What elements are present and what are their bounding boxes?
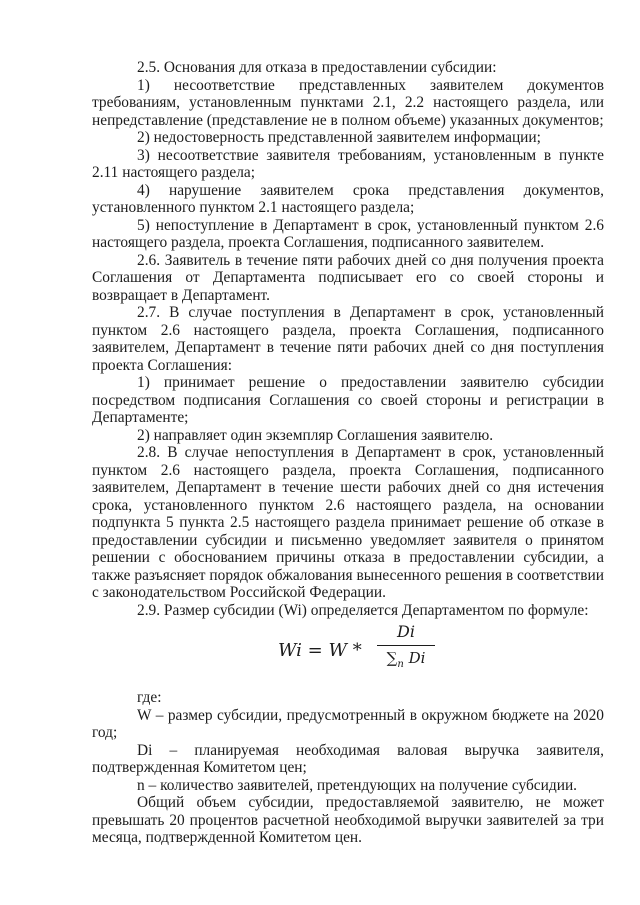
paragraph-2-7-item-1: 1) принимает решение о предоставлении заявителю субсидии посредством подписания Соглашения со своей стороны и регистрации в Департаменте;	[92, 374, 604, 426]
document-body	[92, 59, 604, 847]
paragraph-2-9: 2.9. Размер субсидии (Wi) определяется Департаментом по формуле:	[137, 601, 589, 619]
fraction-bar	[377, 645, 435, 646]
denominator-variable: Di	[408, 649, 426, 667]
formula-legend-di: Di – планируемая необходимая валовая выручка заявителя, подтвержденная Комитетом цен;	[92, 741, 604, 776]
paragraph-2-7-item-2: 2) направляет один экземпляр Соглашения заявителю.	[137, 426, 494, 444]
subsidy-formula	[92, 619, 604, 681]
formula-fraction	[377, 622, 435, 675]
paragraph-2-7: 2.7. В случае поступления в Департамент в срок, установленный пунктом 2.6 настоящего раздела, проекта Соглашения, подписанного заявителем, Департамент в течение пяти рабочих дней со дня поступления проекта Соглашения:	[92, 304, 604, 374]
paragraph-2-5-item-1: 1) несоответствие представленных заявителем документов требованиям, установленным пунктами 2.1, 2.2 настоящего раздела, или непредставление (представление не в полном объеме) указанных документов;	[92, 76, 604, 129]
paragraph-2-5-item-2: 2) недостоверность представленной заявителем информации;	[137, 129, 541, 146]
formula-denominator	[377, 648, 435, 675]
paragraph-2-5: 2.5. Основания для отказа в предоставлении субсидии:	[137, 59, 497, 76]
paragraph-2-6: 2.6. Заявитель в течение пяти рабочих дней со дня получения проекта Соглашения от Департамента подписывает его со своей стороны и возвращает в Департамент.	[92, 251, 604, 304]
paragraph-total-limit: Общий объем субсидии, предоставляемой заявителю, не может превышать 20 процентов расчетной необходимой выручки заявителей за три месяца, подтвержденной Комитетом цен.	[92, 794, 604, 846]
paragraph-2-8: 2.8. В случае непоступления в Департамент в срок, установленный пунктом 2.6 настоящего раздела, проекта Соглашения, подписанного заявителем, Департамент в течение шести рабочих дней со дня истечения срока, установленного пунктом 2.6 настоящего раздела, на основании подпункта 5 пункта 2.5 настоящего раздела принимает решение об отказе в предоставлении субсидии и письменно уведомляет заявителя о принятом решении с обоснованием причины отказа в предоставлении субсидии, а также разъясняет порядок обжалования вынесенного решения в соответствии с законодательством Российской Федерации.	[92, 444, 604, 601]
paragraph-2-5-item-3: 3) несоответствие заявителя требованиям, установленным в пункте 2.11 настоящего раздела;	[92, 146, 604, 181]
sum-symbol: ∑	[386, 649, 398, 667]
formula-legend-n: n – количество заявителей, претендующих на получение субсидии.	[137, 776, 578, 794]
formula-legend-intro: где:	[137, 689, 162, 706]
formula-lhs: Wi = W *	[278, 640, 362, 661]
paragraph-2-5-item-4: 4) нарушение заявителем срока представления документов, установленного пунктом 2.1 настоящего раздела;	[92, 181, 604, 216]
formula-legend-w: W – размер субсидии, предусмотренный в окружном бюджете на 2020 год;	[92, 706, 604, 741]
formula-numerator: Di	[397, 622, 415, 641]
spacer	[92, 681, 604, 689]
sum-index: n	[397, 659, 404, 670]
paragraph-2-5-item-5: 5) непоступление в Департамент в срок, установленный пунктом 2.6 настоящего раздела, проекта Соглашения, подписанного заявителем.	[92, 216, 604, 251]
